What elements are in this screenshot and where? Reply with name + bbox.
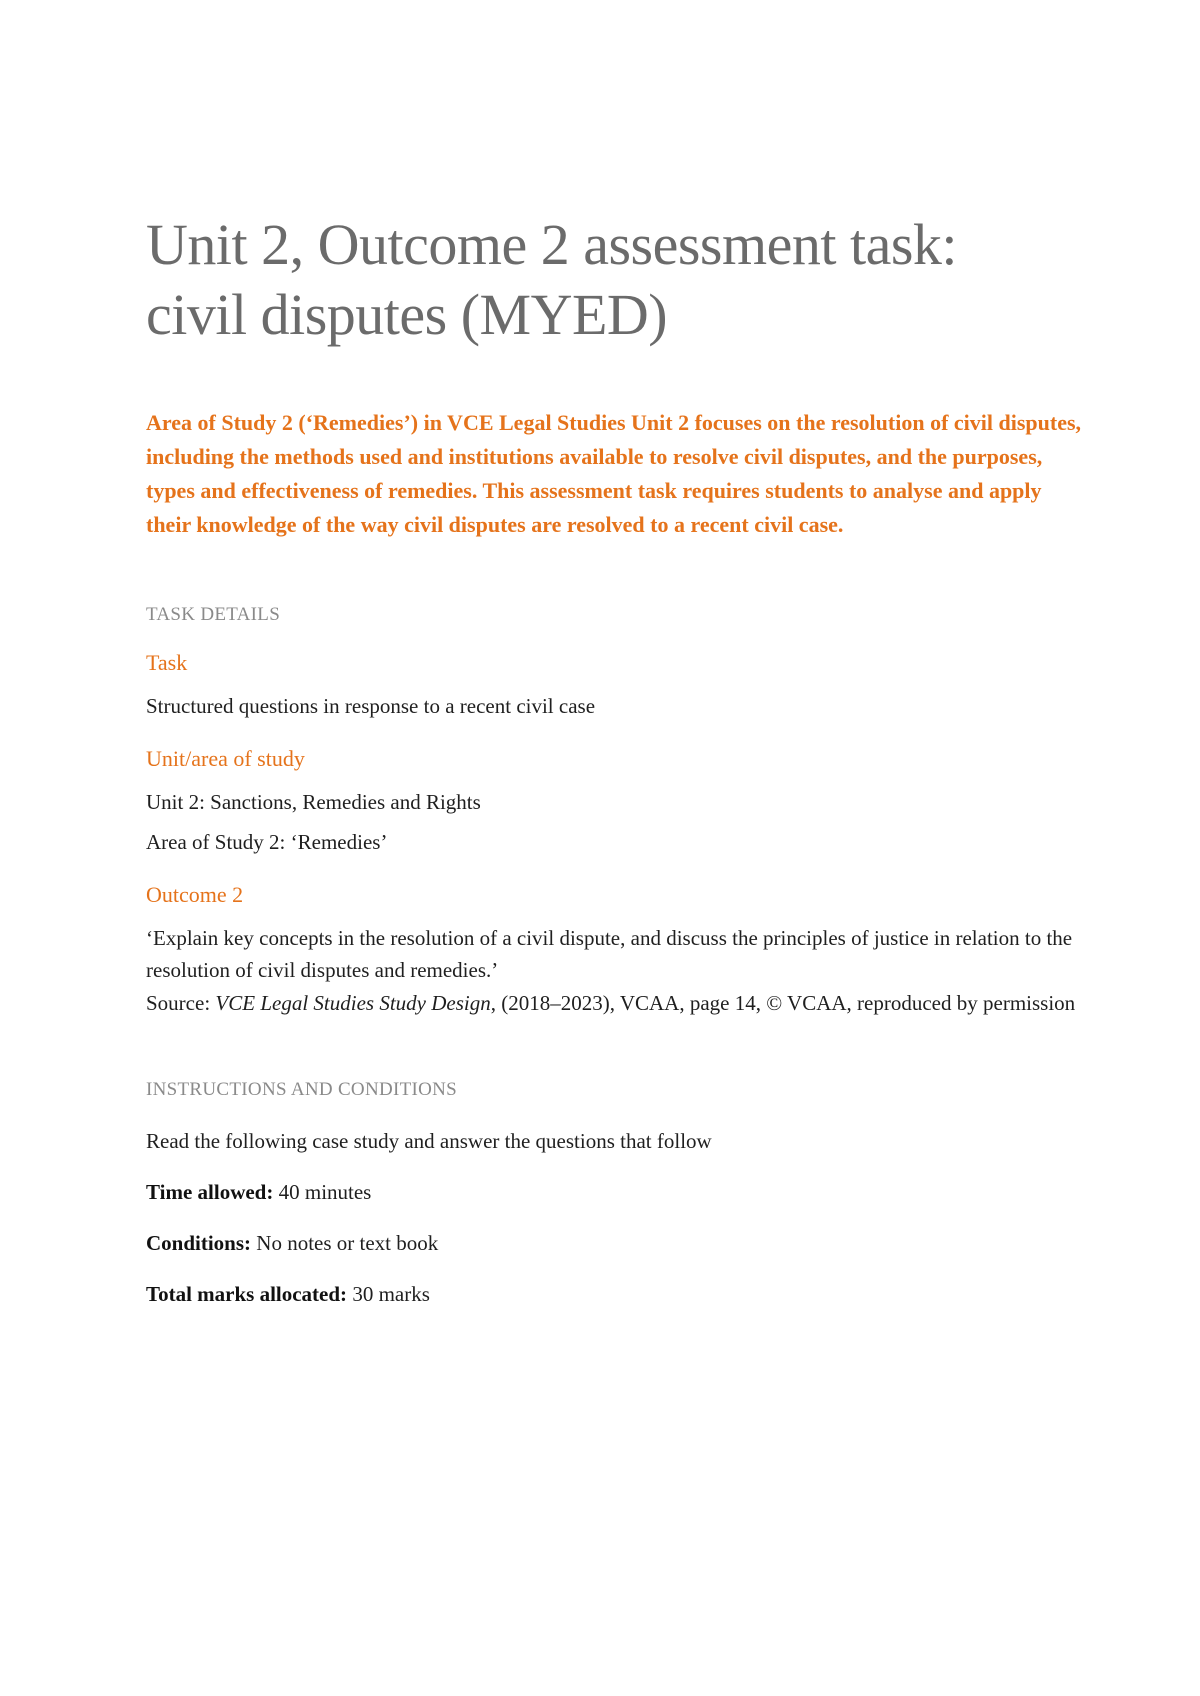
time-allowed-row bbox=[146, 1176, 1086, 1208]
outcome-quote: ‘Explain key concepts in the resolution of a civil dispute, and discuss the principles of justice in relation to the resolution of civil disputes and remedies.’ bbox=[146, 926, 1073, 982]
task-value: Structured questions in response to a recent civil case bbox=[146, 694, 596, 718]
total-marks-label: Total marks allocated: bbox=[146, 1282, 348, 1306]
unit-value: Unit 2: Sanctions, Remedies and Rights bbox=[146, 790, 481, 814]
task-details-heading: TASK DETAILS bbox=[146, 604, 281, 625]
time-allowed-label: Time allowed: bbox=[146, 1180, 274, 1204]
source-suffix: , (2018–2023), VCAA, page 14, © VCAA, reproduced by permission bbox=[490, 991, 1076, 1015]
title-line-1: Unit 2, Outcome 2 assessment task: bbox=[146, 212, 958, 277]
total-marks-value: 30 marks bbox=[347, 1282, 430, 1306]
conditions-label: Conditions: bbox=[146, 1231, 252, 1255]
source-title: VCE Legal Studies Study Design bbox=[215, 991, 491, 1015]
conditions-row bbox=[146, 1227, 1086, 1259]
conditions-value: No notes or text book bbox=[251, 1231, 439, 1255]
document-title bbox=[146, 210, 1086, 350]
total-marks-row bbox=[146, 1278, 1086, 1310]
source-prefix: Source: bbox=[146, 991, 216, 1015]
instructions-heading: INSTRUCTIONS AND CONDITIONS bbox=[146, 1079, 458, 1100]
unit-area-label: Unit/area of study bbox=[146, 746, 305, 771]
document-page bbox=[146, 210, 1086, 1310]
intro-paragraph: Area of Study 2 (‘Remedies’) in VCE Legal Studies Unit 2 focuses on the resolution of civil disputes, including the methods used and institutions available to resolve civil disputes, and the purposes, types and effectiveness of remedies. This assessment task requires students to analyse and apply their knowledge of the way civil disputes are resolved to a recent civil case. bbox=[146, 410, 1082, 537]
area-value: Area of Study 2: ‘Remedies’ bbox=[146, 830, 388, 854]
time-allowed-value: 40 minutes bbox=[273, 1180, 372, 1204]
task-label: Task bbox=[146, 650, 188, 675]
title-line-2: civil disputes (MYED) bbox=[146, 282, 668, 347]
source-citation bbox=[146, 988, 1086, 1019]
outcome-label: Outcome 2 bbox=[146, 882, 244, 907]
instructions-lead: Read the following case study and answer the questions that follow bbox=[146, 1129, 712, 1153]
